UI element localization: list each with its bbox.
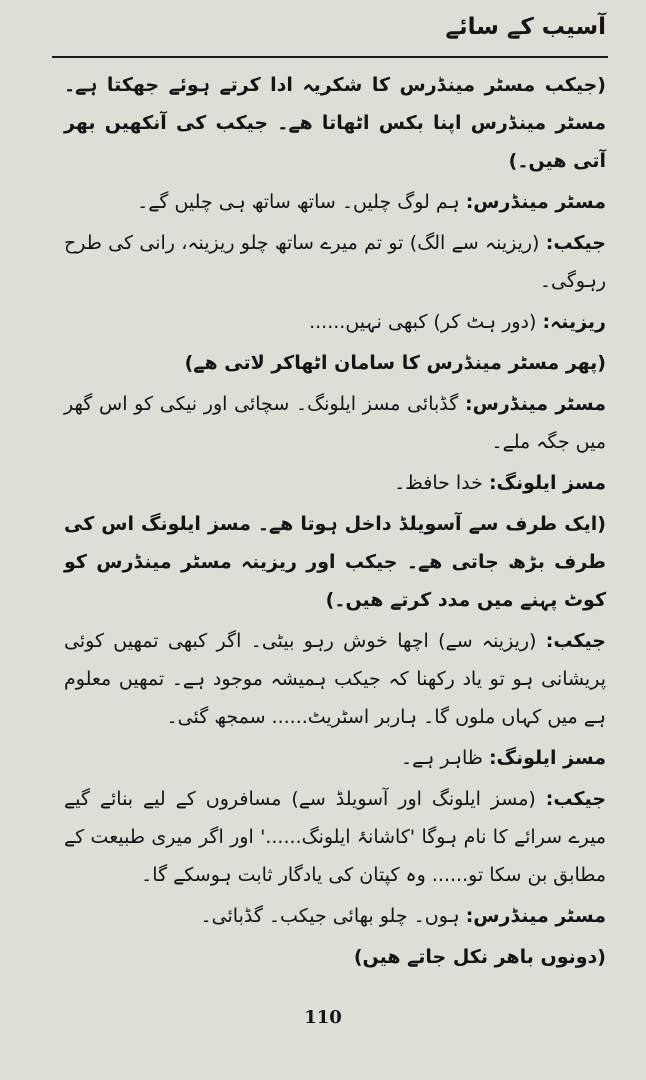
stage-direction: (ایک طرف سے آسویلڈ داخل ہوتا ھے۔ مسز ایلونگ اس کی طرف بڑھ جاتی ھے۔ جیکب اور ریزینہ مسٹر مینڈرس کو کوٹ پہنے میں مدد کرتے ھیں۔) <box>64 513 606 611</box>
speaker-name: ریزینہ: <box>542 311 606 333</box>
dialogue-line <box>64 739 606 777</box>
dialogue-text: (دور ہٹ کر) کبھی نہیں...... <box>309 311 537 333</box>
stage-direction: (جیکب مسٹر مینڈرس کا شکریہ ادا کرتے ہوئے جھکتا ہے۔ مسٹر مینڈرس اپنا بکس اٹھاتا ھے۔ جیکب کی آنکھیں بھر آتی ھیں۔) <box>64 74 606 172</box>
dialogue-text: گڈبائی مسز ایلونگ۔ سچائی اور نیکی کو اس گھر میں جگہ ملے۔ <box>64 393 606 453</box>
dialogue-text: (ریزینہ سے الگ) تو تم میرے ساتھ چلو ریزینہ، رانی کی طرح رہوگی۔ <box>64 232 606 292</box>
speaker-name: مسٹر مینڈرس: <box>465 905 606 927</box>
speaker-name: مسز ایلونگ: <box>488 472 606 494</box>
dialogue-line <box>64 303 606 341</box>
dialogue-line <box>64 780 606 894</box>
dialogue-text: ہم لوگ چلیں۔ ساتھ ساتھ ہی چلیں گے۔ <box>137 191 460 213</box>
speaker-name: جیکب: <box>545 788 607 810</box>
dialogue-text: (ریزینہ سے) اچھا خوش رہو بیٹی۔ اگر کبھی تمھیں کوئی پریشانی ہو تو یاد رکھنا کہ جیکب ہمیشہ موجود ہے۔ تمھیں معلوم ہے میں کہاں ملوں گا۔ ہاربر اسٹریٹ...... سمجھ گئی۔ <box>64 630 606 728</box>
dialogue-line <box>64 897 606 935</box>
stage-direction: (دونوں باھر نکل جاتے ھیں) <box>353 946 606 968</box>
header-rule <box>52 56 608 58</box>
dialogue-line <box>64 224 606 300</box>
dialogue-text: خدا حافظ۔ <box>394 472 483 494</box>
speaker-name: جیکب: <box>545 630 606 652</box>
speaker-name: مسز ایلونگ: <box>488 747 606 769</box>
dialogue-text: (مسز ایلونگ اور آسویلڈ سے) مسافروں کے لیے بنائے گیے میرے سرائے کا نام ہوگا 'کاشانۂ ایلونگ......' اور اگر میری طبیعت کے مطابق بن سکا تو...... وہ کپتان کی یادگار ثابت ہوسکے گا۔ <box>64 788 606 886</box>
page-number: 110 <box>304 1007 342 1028</box>
dialogue-line <box>64 622 606 736</box>
dialogue-text: ہوں۔ چلو بھائی جیکب۔ گڈبائی۔ <box>200 905 460 927</box>
stage-direction: (پھر مسٹر مینڈرس کا سامان اٹھاکر لاتی ھے) <box>184 352 606 374</box>
dialogue-line <box>64 385 606 461</box>
running-head-title: آسیب کے سائے <box>445 14 606 40</box>
dialogue-line <box>64 183 606 221</box>
dialogue-line <box>64 464 606 502</box>
speaker-name: جیکب: <box>545 232 606 254</box>
dialogue-text: ظاہر ہے۔ <box>400 747 483 769</box>
speaker-name: مسٹر مینڈرس: <box>465 191 606 213</box>
page-body <box>64 66 606 979</box>
speaker-name: مسٹر مینڈرس: <box>465 393 606 415</box>
